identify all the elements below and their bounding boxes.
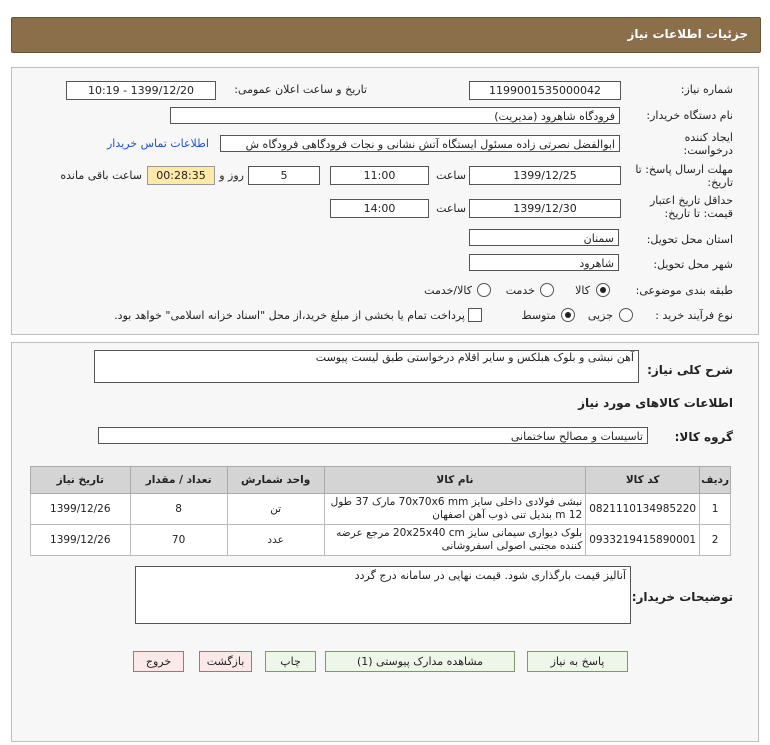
row-number: 2 [700,525,731,556]
col-qty-header: تعداد / مقدار [130,467,227,494]
creator-field: ابوالفضل نصرتی زاده مسئول ایستگاه آتش نشانی و نجات فرودگاهی فرودگاه ش [220,135,620,152]
col-name-header: نام کالا [324,467,586,494]
reply-date-field: 1399/12/25 [469,166,621,185]
back-button[interactable]: بازگشت [199,651,252,672]
category-goods-label: کالا [575,284,590,297]
category-goods-radio[interactable] [596,283,610,297]
creator-label: ایجاد کننده درخواست: [683,131,733,157]
summary-textarea [94,350,639,383]
buyer-notes-textarea [135,566,631,624]
province-field: سمنان [469,229,619,246]
goods-info-title: اطلاعات کالاهای مورد نیاز [578,396,733,410]
buyer-org-field: فرودگاه شاهرود (مدیریت) [170,107,620,124]
category-service-radio[interactable] [540,283,554,297]
goods-group-field: تاسیسات و مصالح ساختمانی [98,427,648,444]
item-name: بلوک دیواری سیمانی سایز 20x25x40 cm مرجع عرضه کننده مجتبی اصولی اسفروشانی [324,525,586,556]
validity-label: حداقل تاریخ اعتبار قیمت: تا تاریخ: [649,194,733,220]
reply-time-label: ساعت [436,169,466,182]
process-medium-radio[interactable] [561,308,575,322]
item-need-date: 1399/12/26 [31,494,131,525]
reply-deadline-label: مهلت ارسال پاسخ: تا تاریخ: [635,163,733,189]
city-field: شاهرود [469,254,619,271]
view-documents-button[interactable]: مشاهده مدارک پیوستی (1) [325,651,515,672]
reply-time-field: 11:00 [330,166,429,185]
item-quantity: 8 [130,494,227,525]
reply-button[interactable]: پاسخ به نیاز [527,651,628,672]
item-code: 0933219415890001 [586,525,700,556]
category-label: طبقه بندی موضوعی: [635,284,733,297]
summary-label: شرح کلی نیاز: [647,363,733,377]
remaining-time-field: 00:28:35 [147,166,215,185]
table-row [31,494,731,525]
province-label: استان محل تحویل: [646,233,733,246]
process-partial-label: جزیی [587,309,613,322]
category-goods-service-label: کالا/خدمت [424,284,472,297]
page-title: جزئیات اطلاعات نیاز [627,27,748,41]
days-label: روز و [219,169,244,182]
goods-table [30,466,731,556]
announce-datetime-field: 1399/12/20 - 10:19 [66,81,216,100]
page-header [11,17,761,53]
item-unit: عدد [227,525,324,556]
process-type-label: نوع فرآیند خرید : [655,309,733,322]
days-remaining-field: 5 [248,166,320,185]
col-code-header: کد کالا [586,467,700,494]
category-service-label: خدمت [505,284,535,297]
row-number: 1 [700,494,731,525]
table-row [31,525,731,556]
col-date-header: تاریخ نیاز [31,467,131,494]
remaining-time-label: ساعت باقی مانده [60,169,142,182]
need-number-field: 1199001535000042 [469,81,621,100]
city-label: شهر محل تحویل: [653,258,733,271]
item-unit: تن [227,494,324,525]
announce-datetime-label: تاریخ و ساعت اعلان عمومی: [234,83,367,96]
category-goods-service-radio[interactable] [477,283,491,297]
col-row-header: ردیف [700,467,731,494]
process-medium-label: متوسط [521,309,556,322]
need-number-label: شماره نیاز: [680,83,733,96]
exit-button[interactable]: خروج [133,651,184,672]
print-button[interactable]: چاپ [265,651,316,672]
validity-time-field: 14:00 [330,199,429,218]
process-partial-radio[interactable] [619,308,633,322]
validity-time-label: ساعت [436,202,466,215]
item-code: 0821110134985220 [586,494,700,525]
buyer-contact-link[interactable]: اطلاعات تماس خریدار [107,137,209,150]
item-quantity: 70 [130,525,227,556]
goods-table-header [31,467,731,494]
summary-text: آهن نبشی و بلوک هبلکس و سایر اقلام درخواستی طبق لیست پیوست [315,351,634,364]
item-name: نبشی فولادی داخلی سایز 70x70x6 mm مارک 37 طول 12 m بندیل تنی ذوب آهن اصفهان [324,494,586,525]
validity-date-field: 1399/12/30 [469,199,621,218]
treasury-payment-checkbox[interactable] [468,308,482,322]
goods-group-label: گروه کالا: [674,430,733,444]
treasury-payment-note: پرداخت تمام یا بخشی از مبلغ خرید،از محل "اسناد خزانه اسلامی" خواهد بود. [114,309,465,322]
buyer-notes-text: آنالیز قیمت بارگذاری شود. قیمت نهایی در سامانه درج گردد [354,569,626,582]
buyer-org-label: نام دستگاه خریدار: [646,109,733,122]
item-need-date: 1399/12/26 [31,525,131,556]
col-unit-header: واحد شمارش [227,467,324,494]
buyer-notes-label: توضیحات خریدار: [631,590,733,604]
